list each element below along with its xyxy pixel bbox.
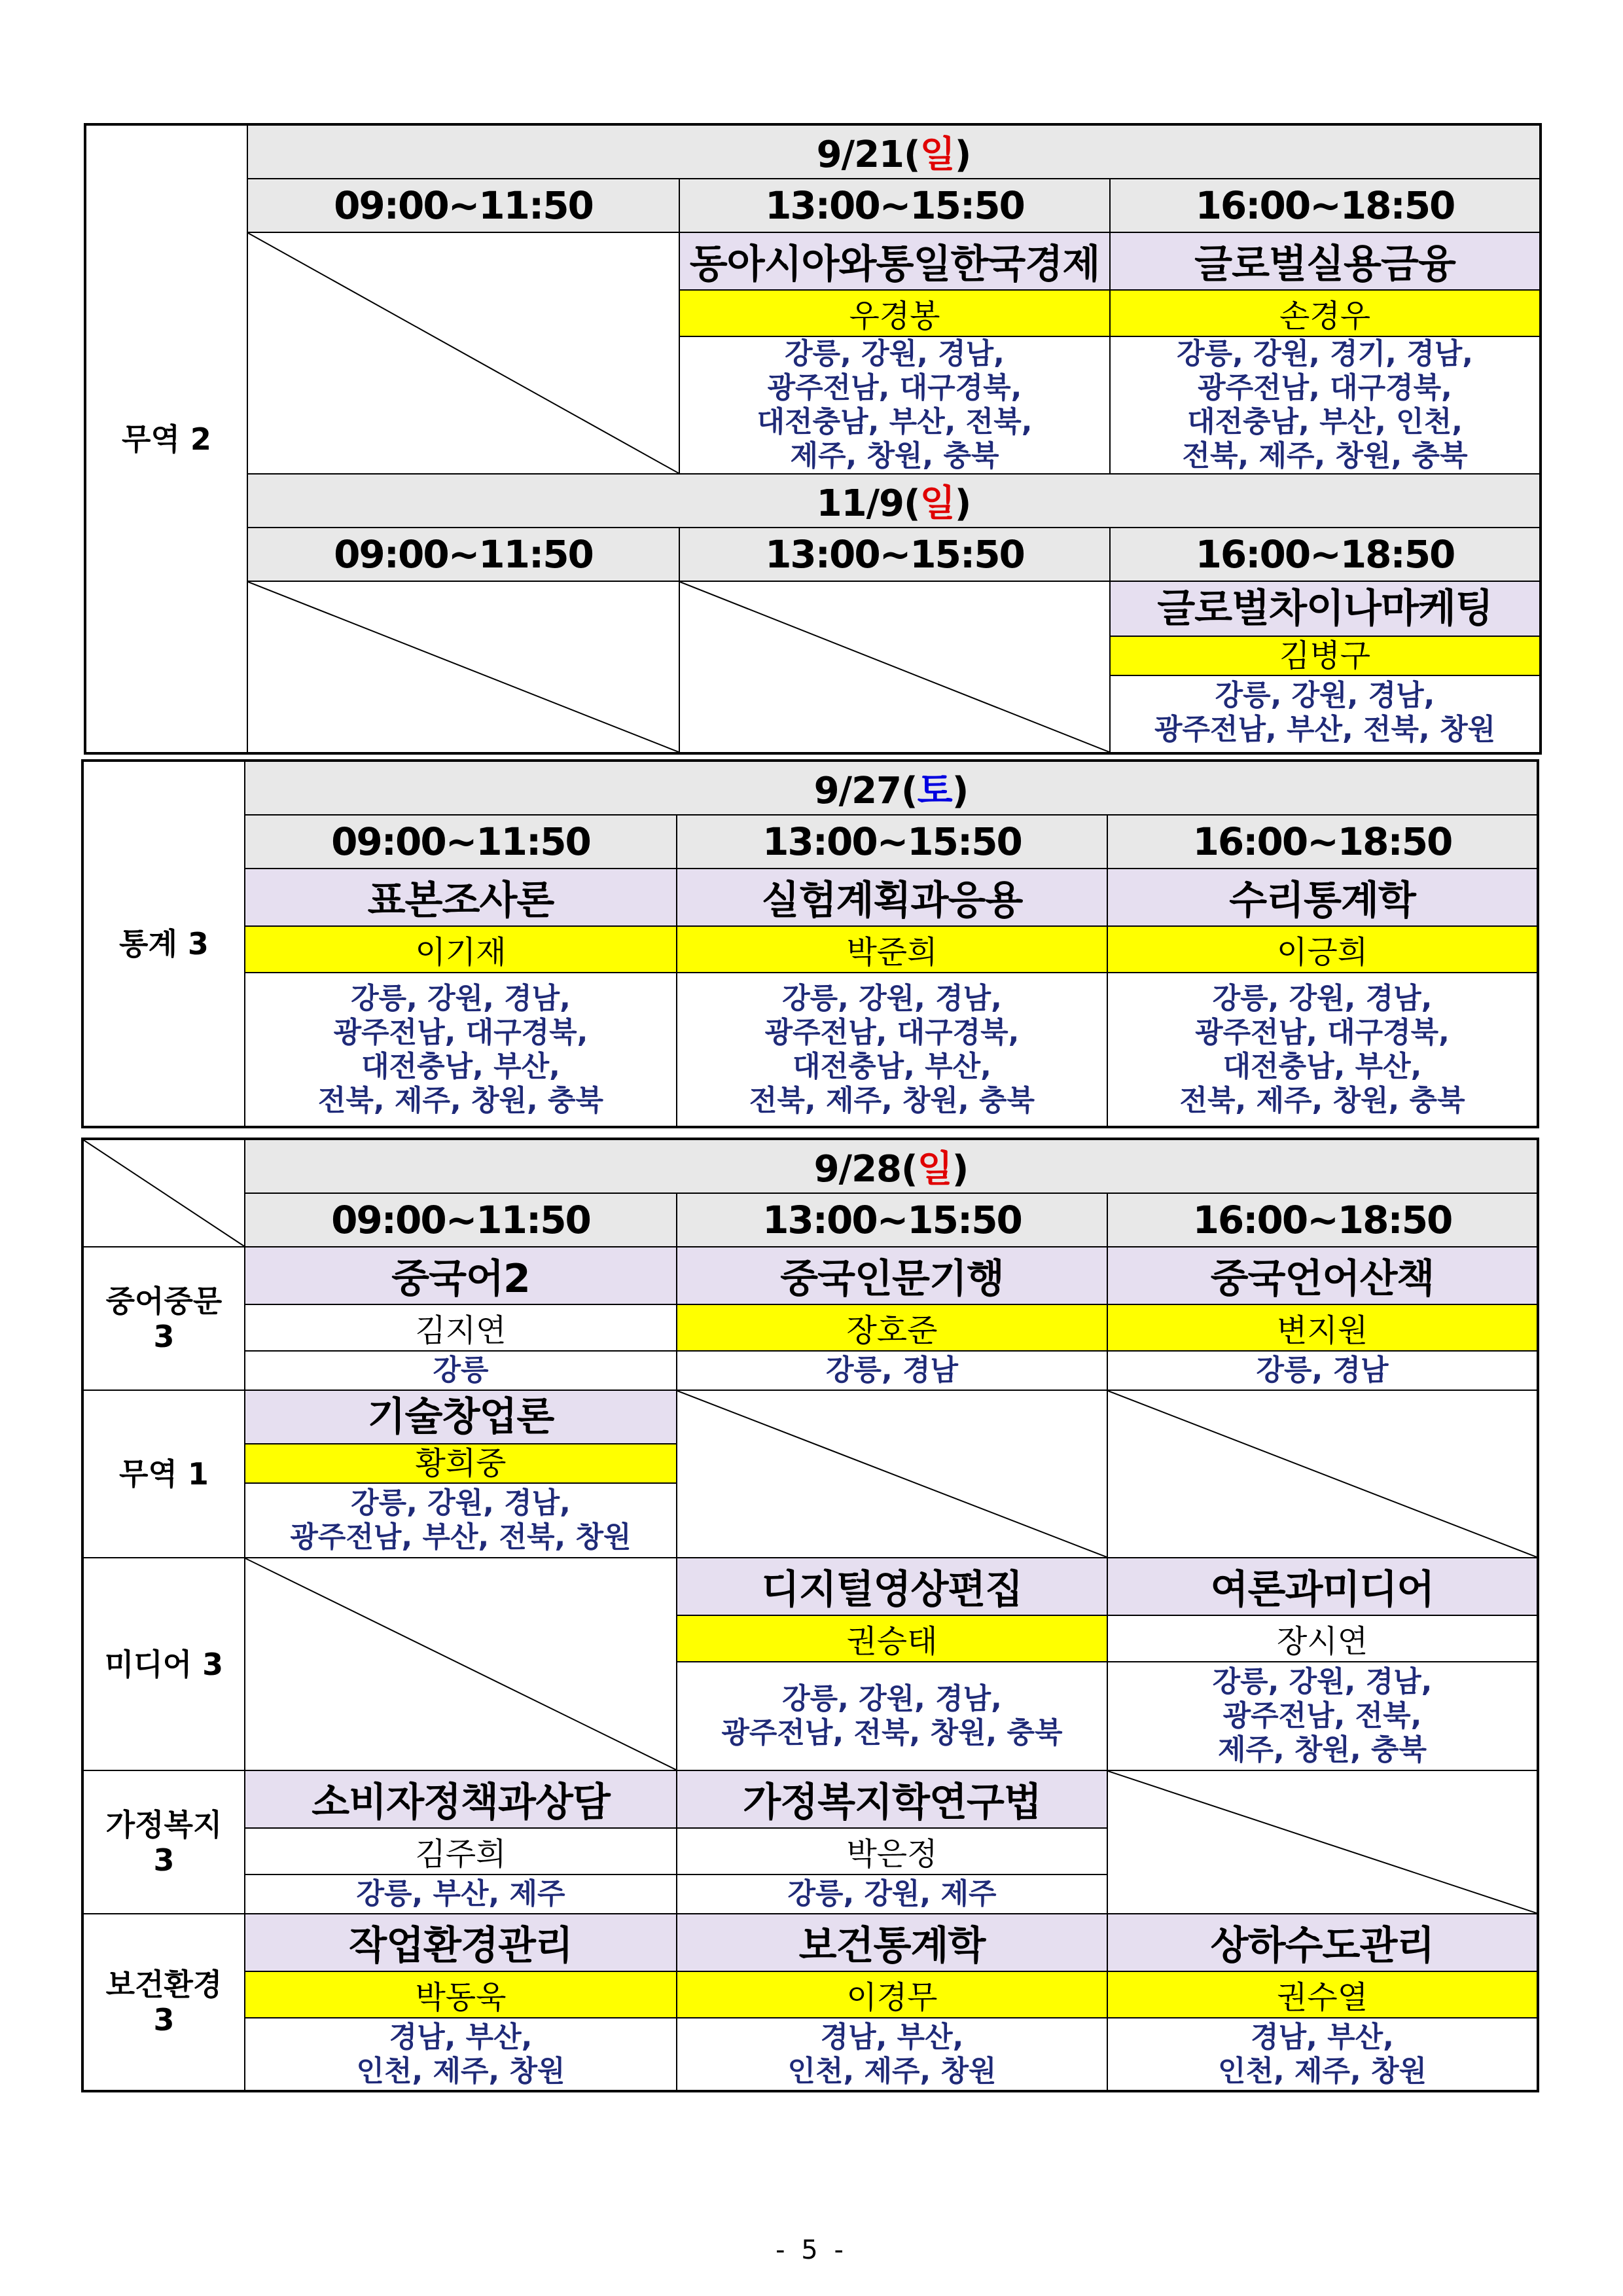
time-slot: 13:00~15:50 xyxy=(679,179,1110,232)
empty-slot xyxy=(1107,1390,1538,1558)
time-slot: 16:00~18:50 xyxy=(1107,1193,1538,1247)
professor-name: 권수열 xyxy=(1107,1971,1538,2018)
page-number: - 5 - xyxy=(776,2235,847,2265)
region-list: 강릉, 강원, 경남, 광주전남, 부산, 전북, 창원 xyxy=(1154,679,1496,746)
dept-label: 통계 3 xyxy=(82,761,245,1127)
date-header: 9/21(일) xyxy=(247,124,1541,179)
region-list: 강릉, 경남 xyxy=(1107,1351,1538,1390)
dept-label: 중어중문 3 xyxy=(82,1247,245,1390)
professor-name: 김주희 xyxy=(245,1828,677,1874)
subject-name: 디지털영상편집 xyxy=(677,1558,1107,1615)
time-slot: 09:00~11:50 xyxy=(245,1193,677,1247)
subject-name: 중국인문기행 xyxy=(677,1247,1107,1304)
subject-name: 작업환경관리 xyxy=(245,1914,677,1971)
professor-name: 장시연 xyxy=(1107,1615,1538,1662)
region-list: 강릉, 강원, 경남, 광주전남, 대구경북, 대전충남, 부산, 전북, 제주, 창원, 충북 xyxy=(677,973,1107,1127)
date-header: 9/28(일) xyxy=(245,1139,1538,1193)
time-slot: 09:00~11:50 xyxy=(247,528,679,581)
professor-name: 황희중 xyxy=(245,1444,676,1484)
empty-slot xyxy=(245,1558,677,1770)
region-list: 강릉, 강원, 제주 xyxy=(677,1874,1107,1914)
empty-slot xyxy=(247,581,679,753)
course-cell xyxy=(245,1390,677,1558)
schedule-table-trade2 xyxy=(84,123,1542,755)
time-slot: 09:00~11:50 xyxy=(245,815,677,869)
professor-name: 김지연 xyxy=(245,1304,677,1351)
day-of-week: 토 xyxy=(917,770,952,812)
time-slot: 16:00~18:50 xyxy=(1110,179,1541,232)
time-slot: 09:00~11:50 xyxy=(247,179,679,232)
subject-name: 글로벌차이나마케팅 xyxy=(1111,582,1539,637)
subject-name: 표본조사론 xyxy=(245,869,677,926)
dept-label: 무역 1 xyxy=(82,1390,245,1558)
time-slot: 16:00~18:50 xyxy=(1107,815,1538,869)
subject-name: 실험계획과응용 xyxy=(677,869,1107,926)
professor-name: 박준희 xyxy=(677,926,1107,973)
subject-name: 동아시아와통일한국경제 xyxy=(679,232,1110,290)
date-header: 9/27(토) xyxy=(245,761,1538,815)
subject-name: 수리통계학 xyxy=(1107,869,1538,926)
schedule-table-0928 xyxy=(81,1138,1539,2092)
professor-name: 박은정 xyxy=(677,1828,1107,1874)
region-list: 강릉, 강원, 경남, 광주전남, 대구경북, 대전충남, 부산, 전북, 제주, 창원, 충북 xyxy=(245,973,677,1127)
region-list: 강릉, 강원, 경남, 광주전남, 대구경북, 대전충남, 부산, 전북, 제주, 창원, 충북 xyxy=(1107,973,1538,1127)
subject-name: 글로벌실용금융 xyxy=(1110,232,1541,290)
dept-label: 미디어 3 xyxy=(82,1558,245,1770)
region-list: 강릉, 경남 xyxy=(677,1351,1107,1390)
professor-name: 손경우 xyxy=(1110,290,1541,336)
time-slot: 16:00~18:50 xyxy=(1110,528,1541,581)
day-of-week: 일 xyxy=(917,1148,952,1191)
empty-slot xyxy=(679,581,1110,753)
subject-name: 소비자정책과상담 xyxy=(245,1770,677,1828)
professor-name: 변지원 xyxy=(1107,1304,1538,1351)
professor-name: 이긍희 xyxy=(1107,926,1538,973)
subject-name: 가정복지학연구법 xyxy=(677,1770,1107,1828)
region-list: 강릉, 강원, 경남, 광주전남, 전북, 창원, 충북 xyxy=(677,1662,1107,1770)
subject-name: 중국어2 xyxy=(245,1247,677,1304)
subject-name: 여론과미디어 xyxy=(1107,1558,1538,1615)
course-cell xyxy=(1110,581,1541,753)
region-list: 경남, 부산, 인천, 제주, 창원 xyxy=(677,2018,1107,2091)
dept-label: 무역 2 xyxy=(85,124,247,753)
subject-name: 중국언어산책 xyxy=(1107,1247,1538,1304)
time-slot: 13:00~15:50 xyxy=(679,528,1110,581)
subject-name: 상하수도관리 xyxy=(1107,1914,1538,1971)
date-header: 11/9(일) xyxy=(247,474,1541,528)
region-list: 강릉, 강원, 경기, 경남, 광주전남, 대구경북, 대전충남, 부산, 인천, 전북, 제주, 창원, 충북 xyxy=(1110,336,1541,474)
empty-slot xyxy=(1107,1770,1538,1914)
schedule-table-stats3 xyxy=(81,759,1539,1128)
professor-name: 이경무 xyxy=(677,1971,1107,2018)
time-slot: 13:00~15:50 xyxy=(677,815,1107,869)
professor-name: 우경봉 xyxy=(679,290,1110,336)
day-of-week: 일 xyxy=(919,482,955,525)
region-list: 강릉 xyxy=(245,1351,677,1390)
professor-name: 김병구 xyxy=(1111,637,1539,676)
subject-name: 보건통계학 xyxy=(677,1914,1107,1971)
day-of-week: 일 xyxy=(919,134,955,176)
professor-name: 박동욱 xyxy=(245,1971,677,2018)
region-list: 강릉, 부산, 제주 xyxy=(245,1874,677,1914)
dept-label: 가정복지 3 xyxy=(82,1770,245,1914)
region-list: 강릉, 강원, 경남, 광주전남, 대구경북, 대전충남, 부산, 전북, 제주, 창원, 충북 xyxy=(679,336,1110,474)
region-list: 강릉, 강원, 경남, 광주전남, 부산, 전북, 창원 xyxy=(290,1486,632,1554)
region-list: 강릉, 강원, 경남, 광주전남, 전북, 제주, 창원, 충북 xyxy=(1107,1662,1538,1770)
professor-name: 장호준 xyxy=(677,1304,1107,1351)
dept-label: 보건환경 3 xyxy=(82,1914,245,2091)
region-list: 경남, 부산, 인천, 제주, 창원 xyxy=(245,2018,677,2091)
professor-name: 이기재 xyxy=(245,926,677,973)
empty-slot xyxy=(677,1390,1107,1558)
region-list: 경남, 부산, 인천, 제주, 창원 xyxy=(1107,2018,1538,2091)
empty-slot xyxy=(247,232,679,474)
professor-name: 권승태 xyxy=(677,1615,1107,1662)
corner-cell xyxy=(82,1139,245,1247)
time-slot: 13:00~15:50 xyxy=(677,1193,1107,1247)
subject-name: 기술창업론 xyxy=(245,1391,676,1444)
